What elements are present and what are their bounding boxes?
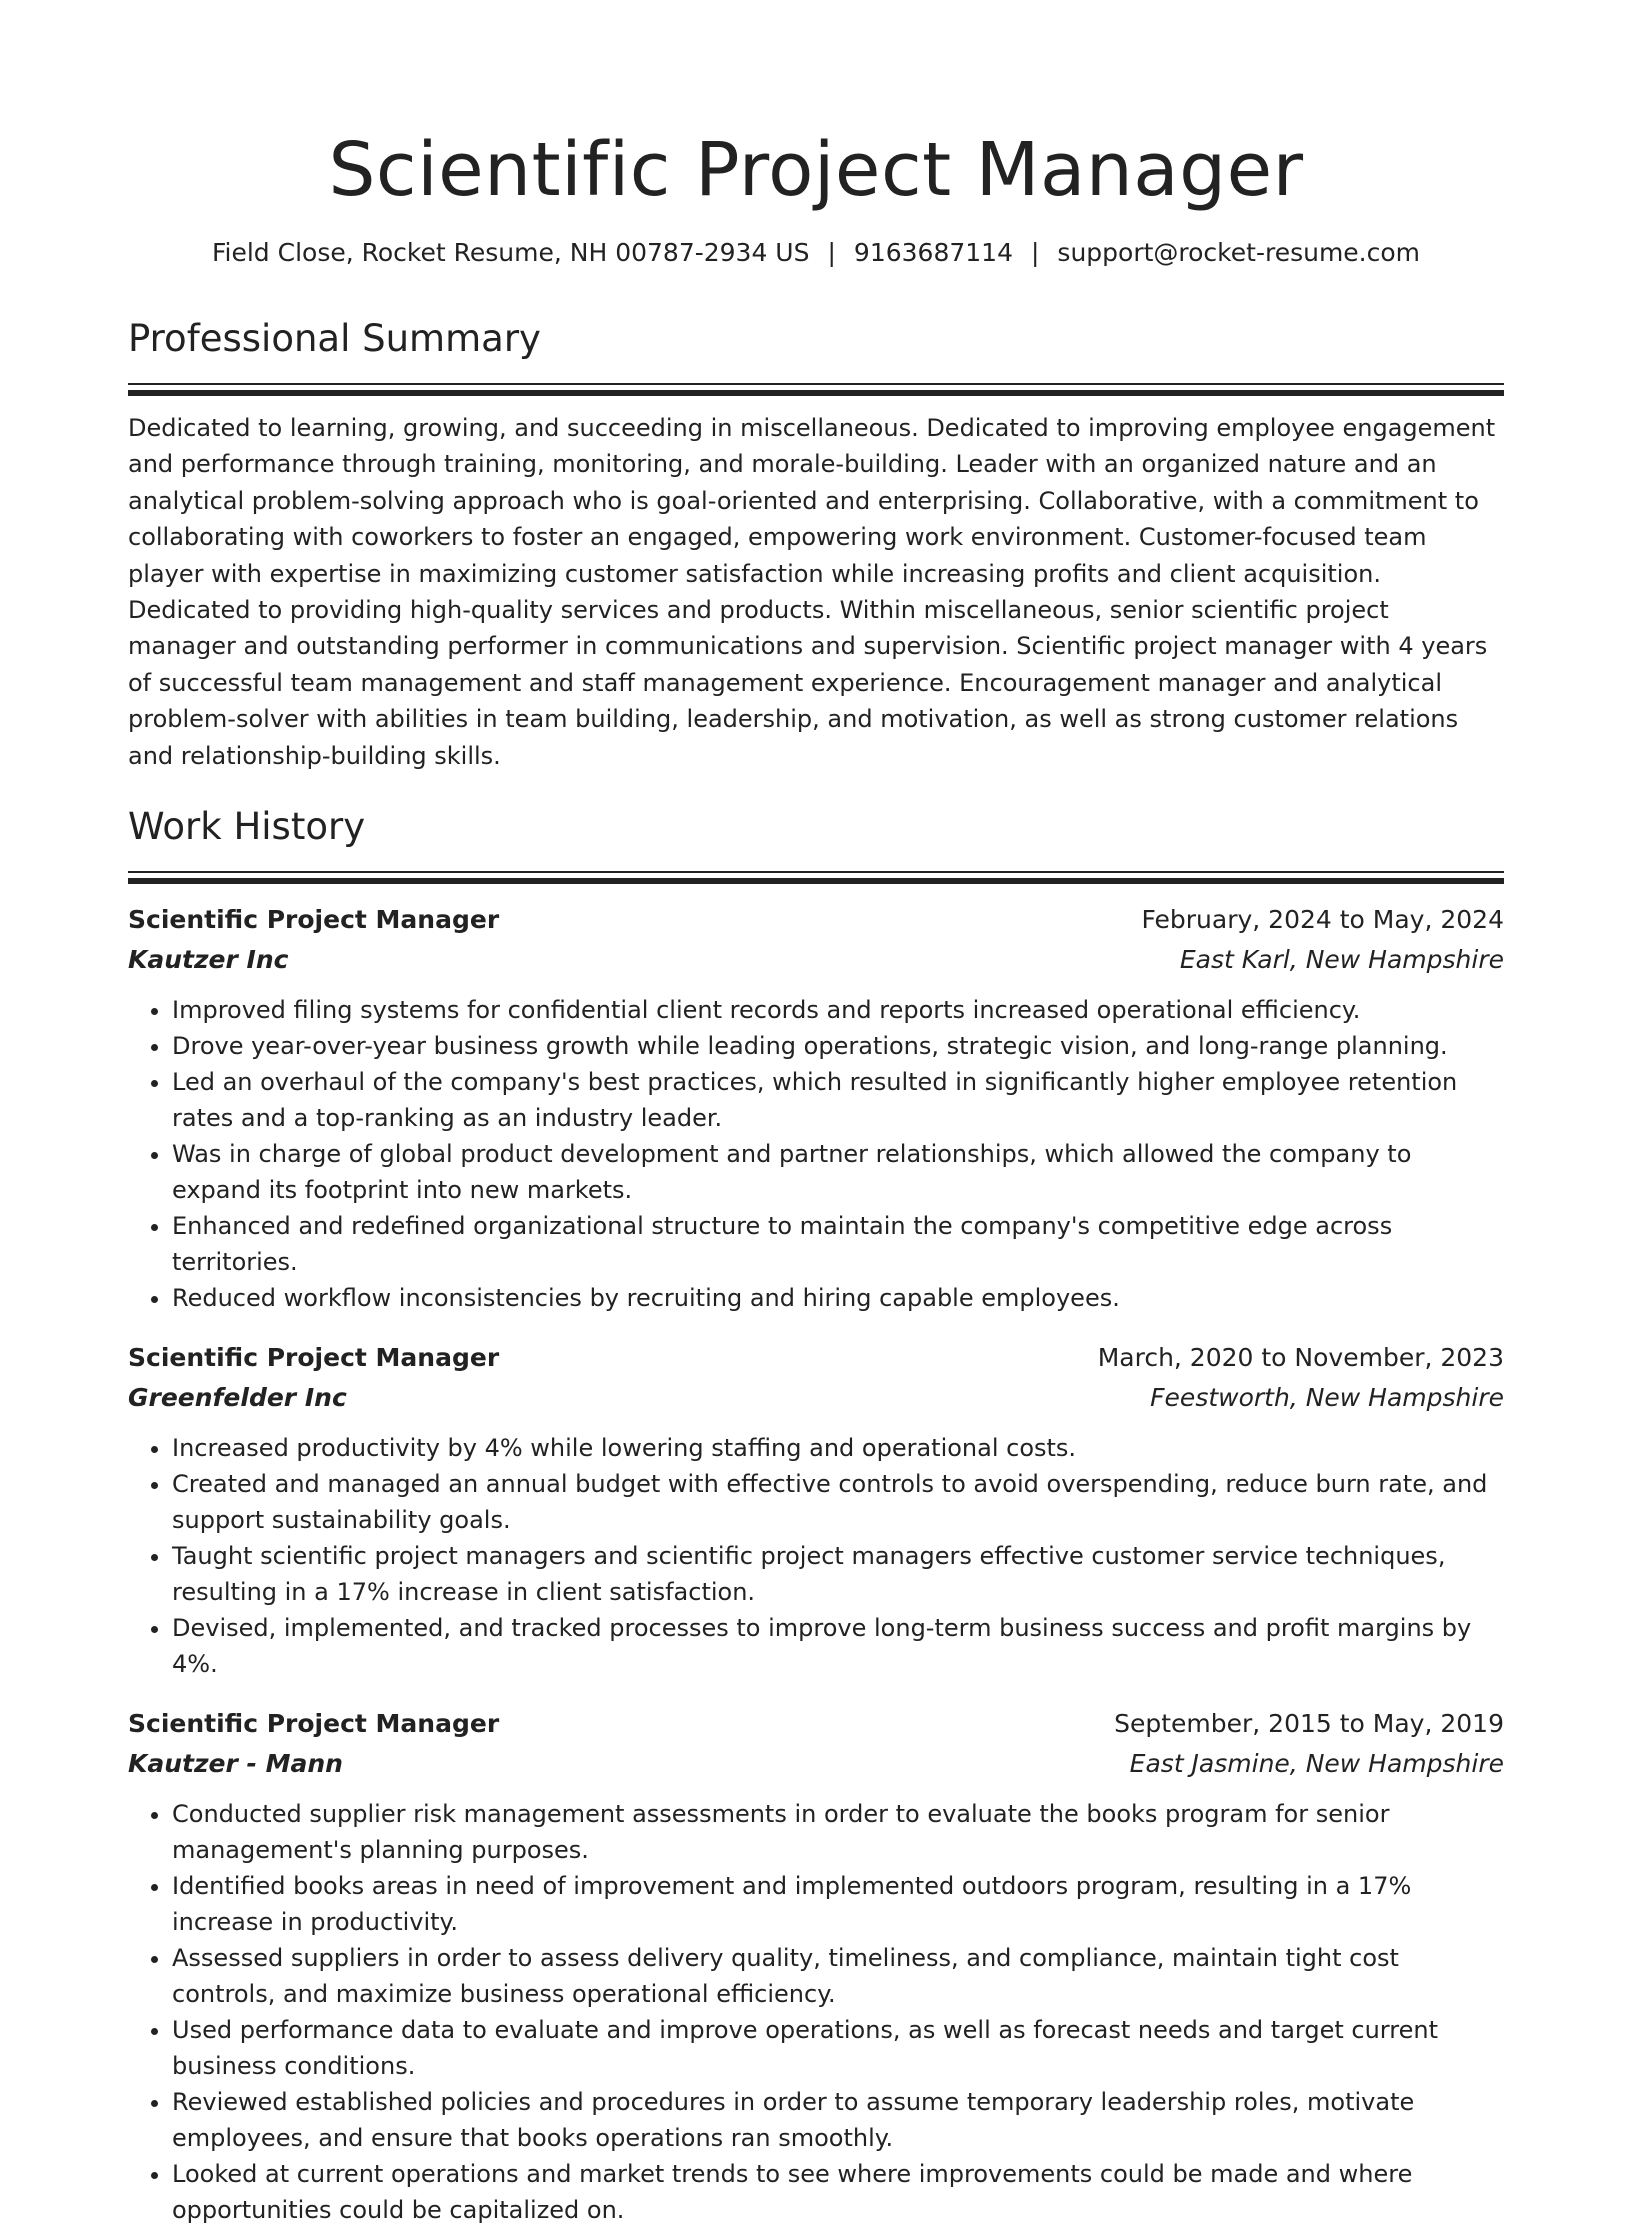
work-history-section: [128, 804, 1504, 2228]
job-location: East Karl, New Hampshire: [1179, 945, 1504, 975]
job-dates: March, 2020 to November, 2023: [1097, 1343, 1504, 1373]
job-company-row: [128, 1378, 1504, 1418]
section-divider-thick: [128, 878, 1504, 884]
job-bullet: • Increased productivity by 4% while lowering staffing and operational costs.: [172, 1430, 1504, 1466]
job-company-row: [128, 940, 1504, 980]
job-entry: [128, 1338, 1504, 1682]
job-header-row: [128, 1338, 1504, 1378]
summary-text: Dedicated to learning, growing, and succeeding in miscellaneous. Dedicated to improving employee engagement and performance through training, monitoring, and morale-building. Leader with an organized nature and an analytical problem-solving approach who is goal-oriented and enterprising. Collaborative, with a commitment to collaborating with coworkers to foster an engaged, empowering work environment. Customer-focused team player with expertise in maximizing customer satisfaction while increasing profits and client acquisition. Dedicated to providing high-quality services and products. Within miscellaneous, senior scientific project manager and outstanding performer in communications and supervision. Scientific project manager with 4 years of successful team management and staff management experience. Encouragement manager and analytical problem-solver with abilities in team building, leadership, and motivation, as well as strong customer relations and relationship-building skills.: [128, 414, 1496, 770]
resume-name: Scientific Project Manager: [328, 127, 1304, 213]
job-bullet: • Identified books areas in need of improvement and implemented outdoors program, resulting in a 17% increase in productivity.: [172, 1868, 1504, 1940]
job-bullet: • Used performance data to evaluate and improve operations, as well as forecast needs and target current business conditions.: [172, 2012, 1504, 2084]
job-bullet: • Enhanced and redefined organizational structure to maintain the company's competitive edge across territories.: [172, 1208, 1504, 1280]
job-bullet: • Was in charge of global product development and partner relationships, which allowed the company to expand its footprint into new markets.: [172, 1136, 1504, 1208]
job-entry: [128, 900, 1504, 1316]
job-company-row: [128, 1744, 1504, 1784]
summary-section: [128, 316, 1504, 774]
summary-heading: Professional Summary: [128, 317, 541, 360]
section-divider-thick: [128, 390, 1504, 396]
job-dates: February, 2024 to May, 2024: [1141, 905, 1504, 935]
work-history-heading: Work History: [128, 805, 366, 849]
contact-separator: |: [1030, 238, 1040, 267]
job-bullet: • Conducted supplier risk management assessments in order to evaluate the books program for senior management's planning purposes.: [172, 1796, 1504, 1868]
job-bullet-list: [128, 992, 1504, 1316]
job-title: Scientific Project Manager: [128, 1709, 500, 1739]
job-bullet: • Created and managed an annual budget with effective controls to avoid overspending, reduce burn rate, and support sustainability goals.: [172, 1466, 1504, 1538]
contact-line: [128, 236, 1504, 270]
section-divider: [128, 383, 1504, 385]
job-location: East Jasmine, New Hampshire: [1129, 1749, 1504, 1779]
job-header-row: [128, 1704, 1504, 1744]
job-bullet: • Taught scientific project managers and scientific project managers effective customer service techniques, resulting in a 17% increase in client satisfaction.: [172, 1538, 1504, 1610]
contact-separator: |: [827, 238, 836, 267]
job-bullet: • Assessed suppliers in order to assess delivery quality, timeliness, and compliance, maintain tight cost controls, and maximize business operational efficiency.: [172, 1940, 1504, 2012]
section-divider: [128, 871, 1504, 873]
job-bullet-list: [128, 1796, 1504, 2228]
job-bullet: • Looked at current operations and market trends to see where improvements could be made and where opportunities could be capitalized on.: [172, 2156, 1504, 2228]
job-company: Greenfelder Inc: [128, 1383, 347, 1413]
job-company: Kautzer - Mann: [128, 1749, 343, 1779]
job-location: Feestworth, New Hampshire: [1150, 1383, 1504, 1413]
job-bullet: • Drove year-over-year business growth while leading operations, strategic vision, and long-range planning.: [172, 1028, 1504, 1064]
job-bullet: • Devised, implemented, and tracked processes to improve long-term business success and profit margins by 4%.: [172, 1610, 1504, 1682]
job-bullet: • Led an overhaul of the company's best practices, which resulted in significantly higher employee retention rates and a top-ranking as an industry leader.: [172, 1064, 1504, 1136]
job-dates: September, 2015 to May, 2019: [1114, 1709, 1504, 1739]
job-company: Kautzer Inc: [128, 945, 289, 975]
job-bullet-list: [128, 1430, 1504, 1682]
contact-address: Field Close, Rocket Resume, NH 00787-2934 US: [211, 238, 810, 267]
job-bullet: • Reviewed established policies and procedures in order to assume temporary leadership roles, motivate employees, and ensure that books operations ran smoothly.: [172, 2084, 1504, 2156]
contact-phone: 9163687114: [853, 238, 1013, 267]
job-entry: [128, 1704, 1504, 2228]
job-bullet: • Improved filing systems for confidential client records and reports increased operational efficiency.: [172, 992, 1504, 1028]
job-header-row: [128, 900, 1504, 940]
job-bullet: • Reduced workflow inconsistencies by recruiting and hiring capable employees.: [172, 1280, 1504, 1316]
job-title: Scientific Project Manager: [128, 905, 500, 935]
contact-email: support@rocket-resume.com: [1057, 238, 1421, 267]
job-title: Scientific Project Manager: [128, 1343, 500, 1373]
job-list: [128, 900, 1504, 2228]
